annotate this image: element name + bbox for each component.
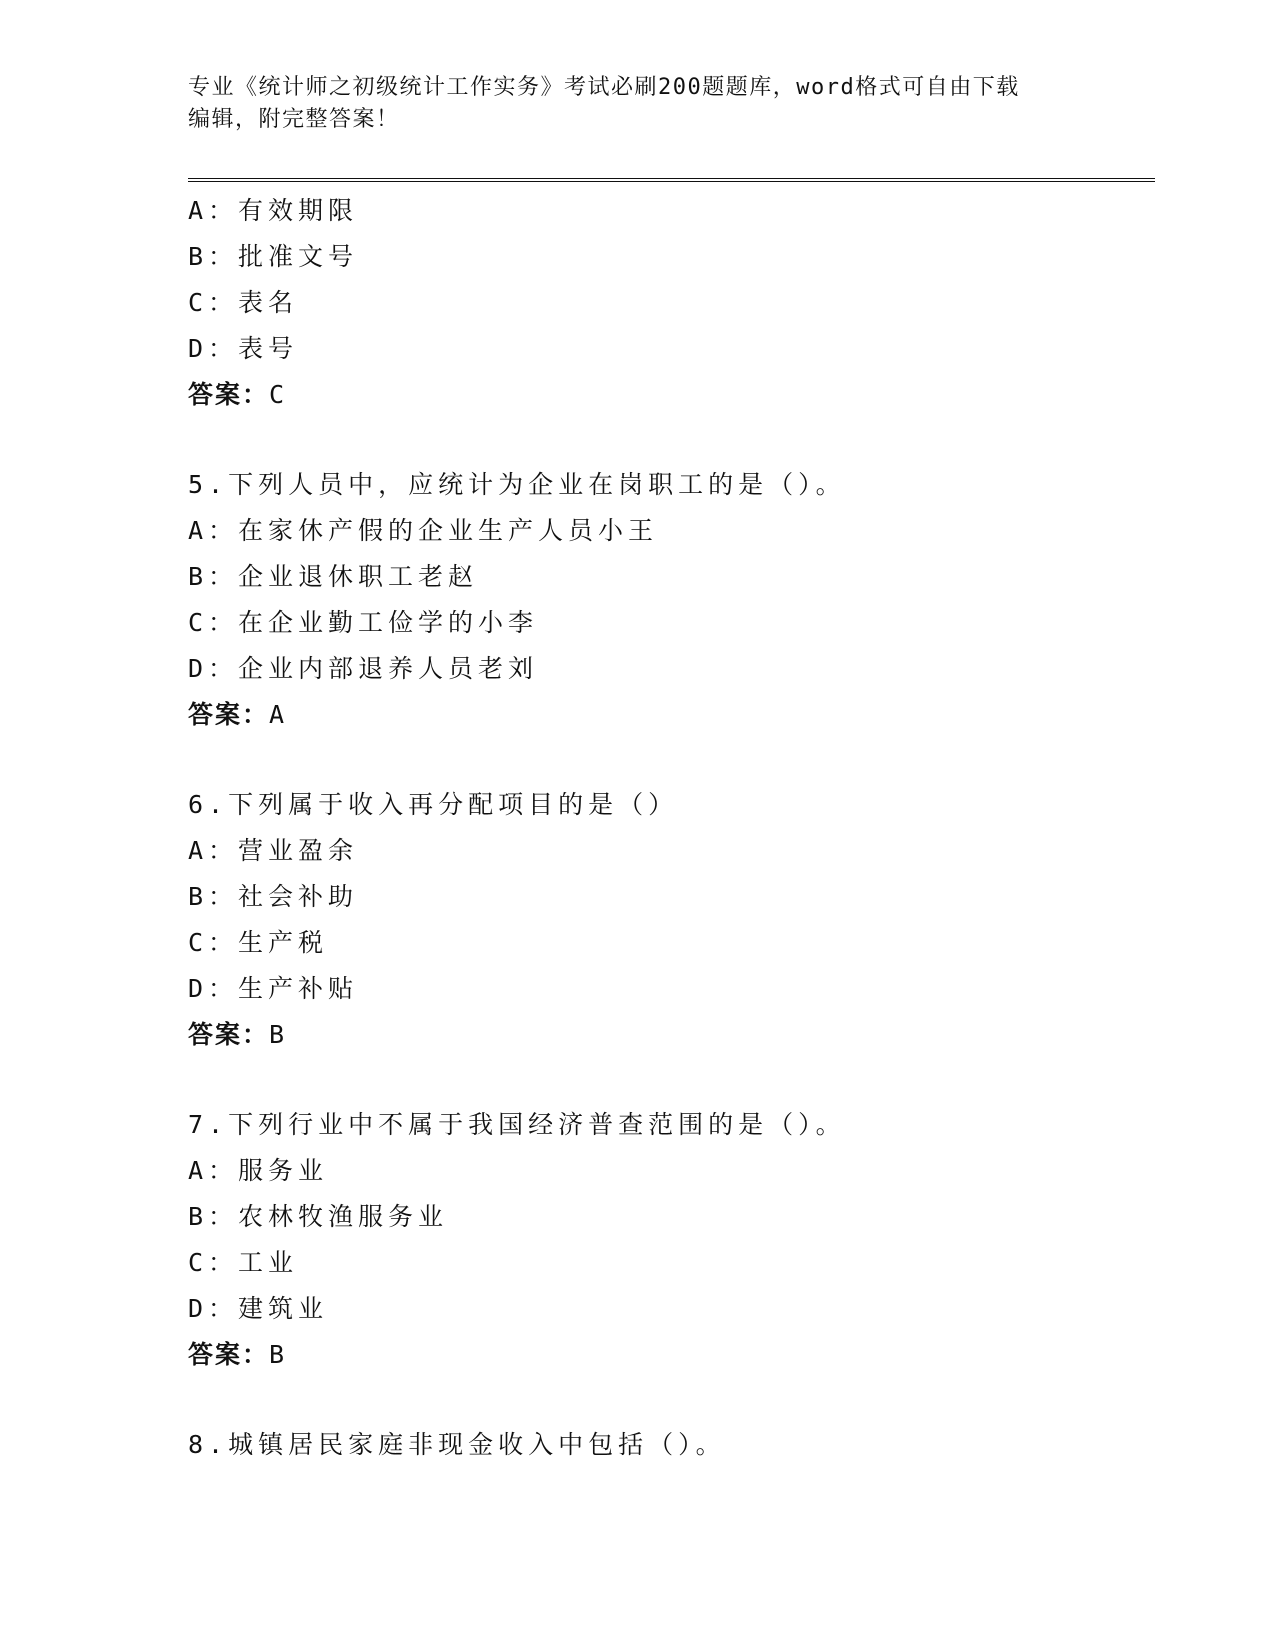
question-7 xyxy=(188,1102,1155,1378)
option-c: C：在企业勤工俭学的小李 xyxy=(188,608,539,637)
option-list xyxy=(188,188,1155,372)
option-c: C：生产税 xyxy=(188,928,329,957)
option-b: B：企业退休职工老赵 xyxy=(188,562,479,591)
answer-value: B xyxy=(269,1340,287,1369)
option-list xyxy=(188,828,1155,1012)
question-6 xyxy=(188,782,1155,1058)
question-4-continued xyxy=(188,188,1155,418)
option-list xyxy=(188,1148,1155,1332)
answer-value: B xyxy=(269,1020,287,1049)
question-8 xyxy=(188,1422,1155,1468)
option-a: A：在家休产假的企业生产人员小王 xyxy=(188,516,659,545)
option-a: A：服务业 xyxy=(188,1156,329,1185)
option-d: D：企业内部退养人员老刘 xyxy=(188,654,539,683)
option-a: A：有效期限 xyxy=(188,196,359,225)
answer-line xyxy=(188,372,1155,418)
header-line-1: 专业《统计师之初级统计工作实务》考试必刷200题题库，word格式可自由下载 xyxy=(188,75,1020,100)
answer-value: A xyxy=(269,700,287,729)
option-c: C：表名 xyxy=(188,288,299,317)
option-list xyxy=(188,508,1155,692)
question-stem: 8.城镇居民家庭非现金收入中包括（）。 xyxy=(188,1430,726,1459)
answer-line xyxy=(188,1012,1155,1058)
option-b: B：批准文号 xyxy=(188,242,359,271)
option-d: D：建筑业 xyxy=(188,1294,329,1323)
question-stem: 6.下列属于收入再分配项目的是（） xyxy=(188,790,679,819)
question-list xyxy=(188,188,1155,1468)
answer-line xyxy=(188,692,1155,738)
answer-label: 答案： xyxy=(188,380,270,409)
document-header xyxy=(188,72,1088,136)
question-stem: 7.下列行业中不属于我国经济普查范围的是（）。 xyxy=(188,1110,846,1139)
answer-line xyxy=(188,1332,1155,1378)
option-d: D：生产补贴 xyxy=(188,974,359,1003)
option-c: C：工业 xyxy=(188,1248,299,1277)
option-a: A：营业盈余 xyxy=(188,836,359,865)
question-5 xyxy=(188,462,1155,738)
answer-label: 答案： xyxy=(188,1340,270,1369)
answer-value: C xyxy=(269,380,287,409)
answer-label: 答案： xyxy=(188,700,270,729)
header-line-2: 编辑，附完整答案！ xyxy=(188,107,400,132)
answer-label: 答案： xyxy=(188,1020,270,1049)
option-d: D：表号 xyxy=(188,334,299,363)
header-divider xyxy=(188,178,1155,182)
option-b: B：农林牧渔服务业 xyxy=(188,1202,449,1231)
question-stem: 5.下列人员中，应统计为企业在岗职工的是（）。 xyxy=(188,470,846,499)
option-b: B：社会补助 xyxy=(188,882,359,911)
